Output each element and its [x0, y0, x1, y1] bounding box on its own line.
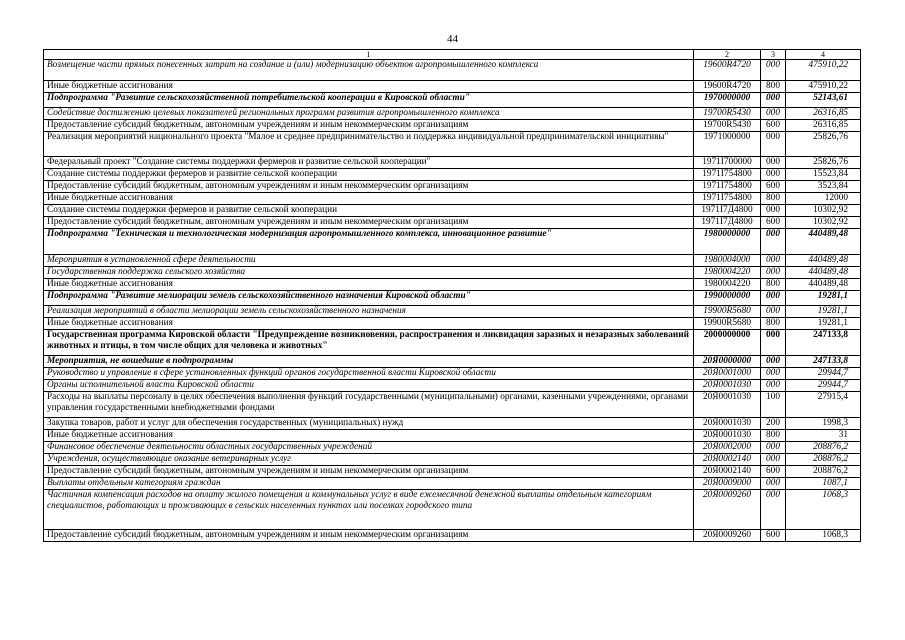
table-row [44, 229, 861, 255]
table-row [44, 430, 861, 442]
row-amount: 247133,8 [786, 356, 861, 368]
row-name: Федеральный проект "Создание системы поддержки фермеров и развитие сельской кооперации" [44, 157, 694, 169]
row-code: 19900R5680 [694, 306, 761, 318]
row-code: 1980004000 [694, 255, 761, 267]
row-code: 1970000000 [694, 93, 761, 108]
table-row [44, 442, 861, 454]
row-code: 19700R5430 [694, 108, 761, 120]
row-name: Финансовое обеспечение деятельности областных государственных учреждений [44, 442, 694, 454]
row-type: 600 [761, 120, 786, 132]
row-name: Предоставление субсидий бюджетным, автономным учреждениям и иным некоммерческим организациям [44, 466, 694, 478]
table-row [44, 318, 861, 330]
row-code: 2000000000 [694, 330, 761, 356]
row-type: 000 [761, 132, 786, 157]
row-amount: 475910,22 [786, 60, 861, 81]
table-row [44, 93, 861, 108]
row-name: Подпрограмма "Техническая и технологическая модернизация агропромышленного комплекса, инновационное развитие" [44, 229, 694, 255]
row-amount: 52143,61 [786, 93, 861, 108]
row-name: Иные бюджетные ассигнования [44, 193, 694, 205]
row-type: 000 [761, 255, 786, 267]
row-name: Предоставление субсидий бюджетным, автономным учреждениям и иным некоммерческим организациям [44, 120, 694, 132]
table-row [44, 478, 861, 490]
row-code: 19600R4720 [694, 60, 761, 81]
row-name: Подпрограмма "Развитие мелиорации земель сельскохозяйственного назначения Кировской области" [44, 291, 694, 306]
row-code: 1980000000 [694, 229, 761, 255]
row-name: Иные бюджетные ассигнования [44, 318, 694, 330]
table-row [44, 291, 861, 306]
row-type: 100 [761, 392, 786, 418]
row-amount: 15523,84 [786, 169, 861, 181]
table-row [44, 418, 861, 430]
row-name: Мероприятия, не вошедшие в подпрограммы [44, 356, 694, 368]
row-name: Содействие достижению целевых показателей региональных программ развития агропромышленного комплекса [44, 108, 694, 120]
row-type: 600 [761, 530, 786, 542]
row-amount: 10302,92 [786, 217, 861, 229]
row-name: Расходы на выплаты персоналу в целях обеспечения выполнения функций государственными (муниципальными) органами, казенными учреждениями, органами управления государственными внебюджетными фондами [44, 392, 694, 418]
row-code: 20Я0001030 [694, 418, 761, 430]
row-amount: 29944,7 [786, 380, 861, 392]
row-type: 800 [761, 430, 786, 442]
table-row [44, 255, 861, 267]
row-code: 1971I754800 [694, 169, 761, 181]
row-type: 000 [761, 490, 786, 530]
row-type: 000 [761, 229, 786, 255]
row-type: 000 [761, 205, 786, 217]
row-amount: 19281,1 [786, 318, 861, 330]
row-code: 1971I754800 [694, 181, 761, 193]
row-amount: 1087,1 [786, 478, 861, 490]
row-amount: 208876,2 [786, 466, 861, 478]
row-code: 20Я0009260 [694, 490, 761, 530]
row-amount: 26316,85 [786, 108, 861, 120]
row-amount: 19281,1 [786, 306, 861, 318]
row-amount: 1068,3 [786, 490, 861, 530]
table-row [44, 466, 861, 478]
row-name: Возмещение части прямых понесенных затрат на создание и (или) модернизацию объектов агропромышленного комплекса [44, 60, 694, 81]
row-name: Предоставление субсидий бюджетным, автономным учреждениям и иным некоммерческим организациям [44, 530, 694, 542]
row-name: Мероприятия в установленной сфере деятельности [44, 255, 694, 267]
row-amount: 25826,76 [786, 132, 861, 157]
table-row [44, 81, 861, 93]
row-type: 800 [761, 279, 786, 291]
table-row [44, 356, 861, 368]
row-code: 20Я0001000 [694, 368, 761, 380]
table-row [44, 306, 861, 318]
row-type: 200 [761, 418, 786, 430]
row-amount: 247133,8 [786, 330, 861, 356]
row-name: Органы исполнительной власти Кировской области [44, 380, 694, 392]
table-row [44, 132, 861, 157]
page-number: 44 [447, 33, 458, 45]
table-row [44, 108, 861, 120]
row-name: Иные бюджетные ассигнования [44, 279, 694, 291]
row-amount: 3523,84 [786, 181, 861, 193]
row-code: 1971I700000 [694, 157, 761, 169]
row-code: 1980004220 [694, 267, 761, 279]
table-row [44, 279, 861, 291]
row-name: Иные бюджетные ассигнования [44, 430, 694, 442]
row-name: Предоставление субсидий бюджетным, автономным учреждениям и иным некоммерческим организациям [44, 181, 694, 193]
row-amount: 26316,85 [786, 120, 861, 132]
table-row [44, 380, 861, 392]
row-type: 800 [761, 318, 786, 330]
row-type: 800 [761, 193, 786, 205]
row-type: 800 [761, 81, 786, 93]
row-type: 000 [761, 108, 786, 120]
row-amount: 475910,22 [786, 81, 861, 93]
header-col-2: 2 [694, 50, 761, 60]
row-amount: 1068,3 [786, 530, 861, 542]
table-row [44, 330, 861, 356]
row-code: 20Я0009260 [694, 530, 761, 542]
row-amount: 440489,48 [786, 267, 861, 279]
row-name: Реализация мероприятий в области мелиорации земель сельскохозяйственного назначения [44, 306, 694, 318]
table-row [44, 181, 861, 193]
row-code: 20Я0002000 [694, 442, 761, 454]
table-row [44, 60, 861, 81]
row-code: 20Я0009000 [694, 478, 761, 490]
row-amount: 440489,48 [786, 279, 861, 291]
row-amount: 440489,48 [786, 255, 861, 267]
row-name: Подпрограмма "Развитие сельскохозяйственной потребительской кооперации в Кировской области" [44, 93, 694, 108]
row-type: 000 [761, 380, 786, 392]
row-amount: 208876,2 [786, 454, 861, 466]
row-type: 000 [761, 330, 786, 356]
table-row [44, 530, 861, 542]
row-type: 600 [761, 217, 786, 229]
row-amount: 27915,4 [786, 392, 861, 418]
table-row [44, 157, 861, 169]
row-code: 1971000000 [694, 132, 761, 157]
row-type: 600 [761, 181, 786, 193]
row-name: Создание системы поддержки фермеров и развитие сельской кооперации [44, 205, 694, 217]
row-amount: 29944,7 [786, 368, 861, 380]
row-name: Закупка товаров, работ и услуг для обеспечения государственных (муниципальных) нужд [44, 418, 694, 430]
row-code: 1971I754800 [694, 193, 761, 205]
row-amount: 1998,3 [786, 418, 861, 430]
row-code: 20Я0001030 [694, 392, 761, 418]
table-row [44, 169, 861, 181]
row-code: 20Я0002140 [694, 454, 761, 466]
table-row [44, 454, 861, 466]
row-code: 19900R5680 [694, 318, 761, 330]
row-amount: 25826,76 [786, 157, 861, 169]
row-type: 000 [761, 454, 786, 466]
table-row [44, 217, 861, 229]
row-type: 000 [761, 93, 786, 108]
row-name: Предоставление субсидий бюджетным, автономным учреждениям и иным некоммерческим организациям [44, 217, 694, 229]
row-name: Государственная поддержка сельского хозяйства [44, 267, 694, 279]
row-amount: 19281,1 [786, 291, 861, 306]
row-code: 1980004220 [694, 279, 761, 291]
row-code: 1971I7Д4800 [694, 205, 761, 217]
row-amount: 10302,92 [786, 205, 861, 217]
row-amount: 208876,2 [786, 442, 861, 454]
table-row [44, 490, 861, 530]
row-type: 600 [761, 466, 786, 478]
table-row [44, 205, 861, 217]
table-row [44, 392, 861, 418]
row-type: 000 [761, 478, 786, 490]
table-header-row [44, 50, 861, 60]
header-col-1: 1 [44, 50, 694, 60]
row-type: 000 [761, 306, 786, 318]
row-amount: 31 [786, 430, 861, 442]
budget-table [43, 49, 861, 542]
table-row [44, 193, 861, 205]
row-type: 000 [761, 356, 786, 368]
row-type: 000 [761, 267, 786, 279]
row-code: 19600R4720 [694, 81, 761, 93]
header-col-4: 4 [786, 50, 861, 60]
table-row [44, 368, 861, 380]
row-type: 000 [761, 368, 786, 380]
header-col-3: 3 [761, 50, 786, 60]
row-type: 000 [761, 169, 786, 181]
row-amount: 440489,48 [786, 229, 861, 255]
row-amount: 12000 [786, 193, 861, 205]
row-name: Иные бюджетные ассигнования [44, 81, 694, 93]
row-code: 20Я0001030 [694, 380, 761, 392]
row-code: 1971I7Д4800 [694, 217, 761, 229]
row-name: Реализация мероприятий национального проекта "Малое и среднее предпринимательство и поддержка индивидуальной предпринимательской инициативы" [44, 132, 694, 157]
row-code: 20Я0002140 [694, 466, 761, 478]
row-type: 000 [761, 60, 786, 81]
row-name: Создание системы поддержки фермеров и развитие сельской кооперации [44, 169, 694, 181]
table-row [44, 120, 861, 132]
row-name: Государственная программа Кировской области "Предупреждение возникновения, распространения и ликвидация заразных и незаразных заболеваний животных и птицы, в том числе общих для человека и животных" [44, 330, 694, 356]
row-type: 000 [761, 442, 786, 454]
row-name: Учреждения, осуществляющие оказание ветеринарных услуг [44, 454, 694, 466]
row-name: Руководство и управление в сфере установленных функций органов государственной власти Кировской области [44, 368, 694, 380]
row-code: 1990000000 [694, 291, 761, 306]
row-code: 19700R5430 [694, 120, 761, 132]
row-type: 000 [761, 157, 786, 169]
row-name: Выплаты отдельным категориям граждан [44, 478, 694, 490]
table-row [44, 267, 861, 279]
row-code: 20Я0001030 [694, 430, 761, 442]
row-type: 000 [761, 291, 786, 306]
row-name: Частичная компенсация расходов на оплату жилого помещения и коммунальных услуг в виде ежемесячной денежной выплаты отдельным категориям специалистов, работающих и проживающих в сельских населенных пунктах или поселках городского типа [44, 490, 694, 530]
row-code: 20Я0000000 [694, 356, 761, 368]
